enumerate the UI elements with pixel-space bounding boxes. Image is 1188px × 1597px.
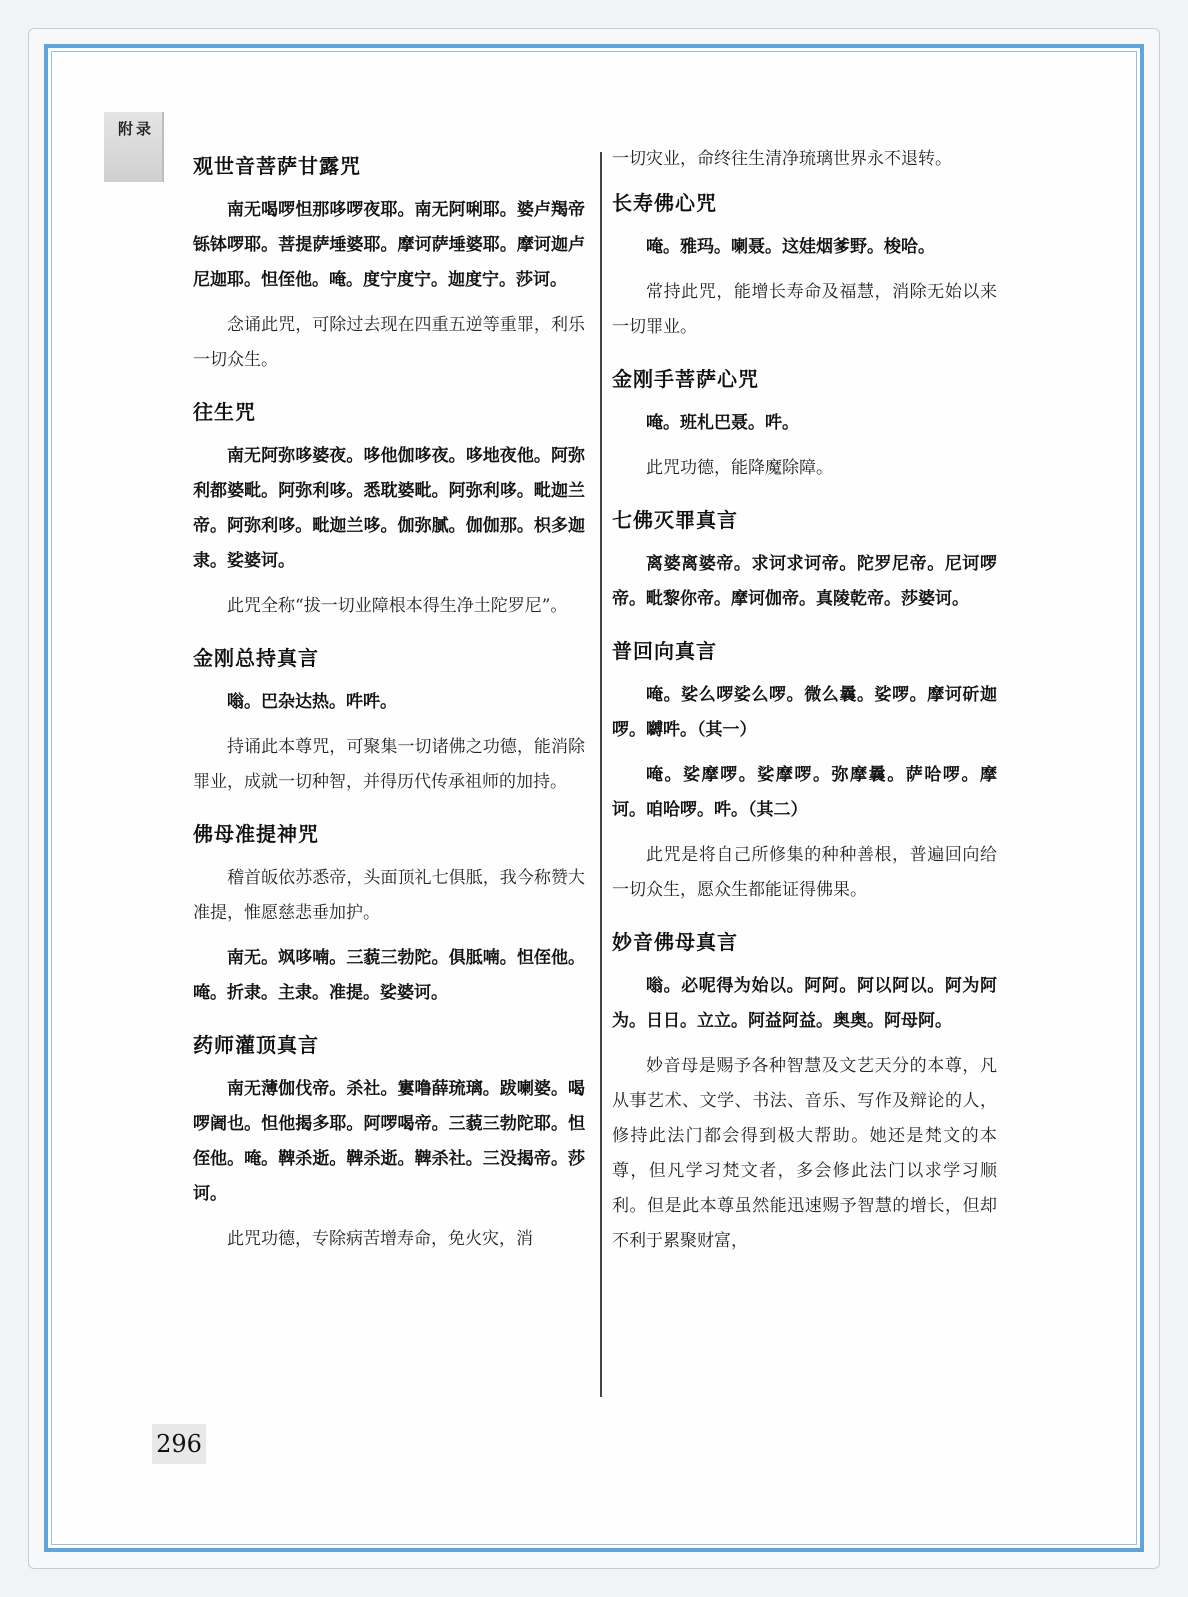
- mantra-text: 南无阿弥哆婆夜。哆他伽哆夜。哆地夜他。阿弥利都婆毗。阿弥利哆。悉耽婆毗。阿弥利哆。毗迦兰帝。阿弥利哆。毗迦兰哆。伽弥腻。伽伽那。枳多迦隶。娑婆诃。: [193, 446, 585, 571]
- note-text: 稽首皈依苏悉帝，头面顶礼七俱胝，我今称赞大准提，惟愿慈悲垂加护。: [193, 868, 585, 923]
- section-saraswati: [612, 926, 997, 1259]
- section-title: 金刚手菩萨心咒: [612, 367, 759, 391]
- section-guanyin: [193, 150, 585, 378]
- right-column: [612, 142, 997, 1277]
- section-cundi: [193, 818, 585, 1011]
- section-title: 药师灌顶真言: [193, 1033, 319, 1057]
- mantra-text-2: 唵。娑摩啰。娑摩啰。弥摩曩。萨哈啰。摩诃。咱哈啰。吽。（其二）: [612, 765, 997, 820]
- section-medicine: [193, 1029, 585, 1257]
- mantra-text: 唵。班札巴聂。吽。: [646, 413, 799, 433]
- mantra-text: 唵。雅玛。喇聂。这娃烟爹野。梭哈。: [646, 237, 935, 257]
- section-seven-buddhas: [612, 504, 997, 617]
- section-title: 金刚总持真言: [193, 646, 319, 670]
- section-dedication: [612, 635, 997, 908]
- mantra-text: 南无薄伽伐帝。杀社。寠噜薛琉璃。跋喇婆。喝啰阇也。怛他揭多耶。阿啰喝帝。三藐三勃陀耶。怛侄他。唵。鞞杀逝。鞞杀逝。鞞杀社。三没揭帝。莎诃。: [193, 1079, 585, 1204]
- note-text: 此咒是将自己所修集的种种善根，普遍回向给一切众生，愿众生都能证得佛果。: [612, 845, 997, 900]
- section-title: 长寿佛心咒: [612, 191, 717, 215]
- page-number: 296: [152, 1424, 206, 1464]
- mantra-text: 嗡。必呢得为始以。阿阿。阿以阿以。阿为阿为。日日。立立。阿益阿益。奥奥。阿母阿。: [612, 976, 997, 1031]
- section-title: 往生咒: [193, 400, 256, 424]
- note-text: 妙音母是赐予各种智慧及文艺天分的本尊，凡从事艺术、文学、书法、音乐、写作及辩论的人，修持此法门都会得到极大帮助。她还是梵文的本尊，但凡学习梵文者，多会修此法门以求学习顺利。但是此本尊虽然能迅速赐予智慧的增长，但却不利于累聚财富，: [612, 1056, 997, 1251]
- note-text: 此咒功德，能降魔除障。: [646, 458, 833, 478]
- note-text: 念诵此咒，可除过去现在四重五逆等重罪，利乐一切众生。: [193, 315, 585, 370]
- mantra-text: 嗡。巴杂达热。吽吽。: [227, 692, 397, 712]
- section-title: 佛母准提神咒: [193, 822, 319, 846]
- mantra-text: 南无喝啰怛那哆啰夜耶。南无阿唎耶。婆卢羯帝铄钵啰耶。菩提萨埵婆耶。摩诃萨埵婆耶。摩诃迦卢尼迦耶。怛侄他。唵。度宁度宁。迦度宁。莎诃。: [193, 200, 585, 290]
- appendix-tag: [104, 112, 164, 182]
- section-title: 普回向真言: [612, 639, 717, 663]
- appendix-tag-label: 附录: [118, 120, 155, 138]
- note-text: 常持此咒，能增长寿命及福慧，消除无始以来一切罪业。: [612, 282, 997, 337]
- section-wangsheng: [193, 396, 585, 624]
- section-vajra: [193, 642, 585, 800]
- mantra-text: 唵。娑么啰娑么啰。微么曩。娑啰。摩诃斫迦啰。嚩吽。（其一）: [612, 685, 997, 740]
- left-column: [193, 150, 585, 1275]
- mantra-text: 离婆离婆帝。求诃求诃帝。陀罗尼帝。尼诃啰帝。毗黎你帝。摩诃伽帝。真陵乾帝。莎婆诃。: [612, 554, 997, 609]
- note-text: 持诵此本尊咒，可聚集一切诸佛之功德，能消除罪业，成就一切种智，并得历代传承祖师的加持。: [193, 737, 585, 792]
- mantra-text: 南无。飒哆喃。三藐三勃陀。俱胝喃。怛侄他。唵。折隶。主隶。准提。娑婆诃。: [193, 948, 585, 1003]
- column-divider: [600, 152, 602, 1397]
- section-title: 观世音菩萨甘露咒: [193, 154, 361, 178]
- section-vajrapani: [612, 363, 997, 486]
- continuation-text: 一切灾业，命终往生清净琉璃世界永不退转。: [612, 149, 952, 169]
- section-title: 七佛灭罪真言: [612, 508, 738, 532]
- note-text: 此咒功德，专除病苦增寿命，免火灾，消: [227, 1229, 533, 1249]
- note-text: 此咒全称“拔一切业障根本得生净土陀罗尼”。: [227, 596, 568, 616]
- section-title: 妙音佛母真言: [612, 930, 738, 954]
- section-longevity: [612, 187, 997, 345]
